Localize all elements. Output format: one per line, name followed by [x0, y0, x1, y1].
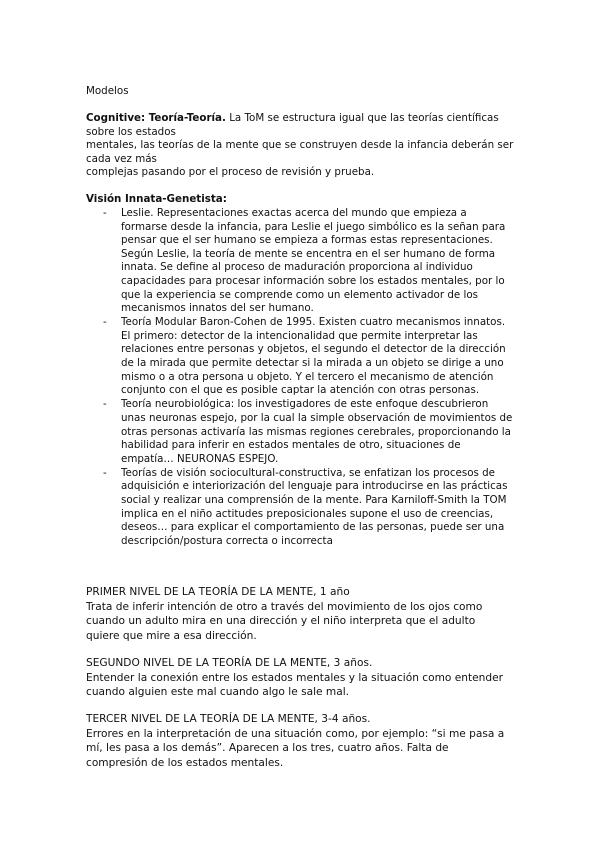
list-item	[86, 316, 516, 398]
level-heading: SEGUNDO NIVEL DE LA TEORÍA DE LA MENTE, 3 años.	[86, 657, 373, 669]
cognitive-text: La ToM se estructura igual que las teorías científicas sobre los estados	[86, 112, 499, 138]
level-text-line: Errores en la interpretación de una situación como, por ejemplo: “si me pasa a	[86, 727, 505, 740]
level-text-line: compresión de los estados mentales.	[86, 756, 284, 769]
level-two-section	[86, 656, 518, 700]
level-heading: TERCER NIVEL DE LA TEORÍA DE LA MENTE, 3-4 años.	[86, 713, 371, 725]
vision-heading: Visión Innata-Genetista:	[86, 193, 227, 205]
level-text-line: Entender la conexión entre los estados mentales y la situación como entender	[86, 671, 503, 684]
bullet-dash: -	[103, 207, 107, 219]
cognitive-paragraph-line: mentales, las teorías de la mente que se construyen desde la infancia deberán ser cada vez más	[86, 139, 514, 165]
level-text-line: Trata de inferir intención de otro a través del movimiento de los ojos como	[86, 600, 483, 613]
bullet-dash: -	[103, 316, 107, 329]
vision-list	[86, 207, 516, 549]
list-item	[86, 467, 516, 549]
list-item	[86, 207, 516, 316]
bullet-dash: -	[103, 466, 107, 479]
list-item-text: Teoría Modular Baron-Cohen de 1995. Existen cuatro mecanismos innatos. El primero: detector de la intencionalidad que permite interpretar las relaciones entre personas y objetos, el segundo el detector de la dirección de la mirada que permite detectar si la mirada a un objeto se dirige a uno mismo o a otra persona u objeto. Y el tercero el mecanismo de atención conjunto con el que es posible captar la atención con otras personas.	[121, 316, 506, 397]
cognitive-paragraph-line	[86, 112, 516, 139]
list-item-text: Leslie. Representaciones exactas acerca del mundo que empieza a formarse desde la infancia, para Leslie el juego simbólico es la señan para pensar que el ser humano se empieza a formas estas representaciones. Según Leslie, la teoría de mente se encentra en el ser humano de forma innata. Se define al proceso de maduración proporciona al individuo capacidades para procesar información sobre los estados mentales, por lo que la experiencia se comprende como un elemento activador de los mecanismos innatos del ser humano.	[121, 207, 506, 315]
level-one-section	[86, 585, 518, 643]
list-item-text: Teoría neurobiológica: los investigadores de este enfoque descubrieron unas neuronas espejo, por la cual la simple observación de movimientos de otras personas activaría las mismas regiones cerebrales, proporcionando la habilidad para inferir en estados mentales de otro, situaciones de empatía… NEURONAS ESPEJO.	[121, 398, 513, 465]
cognitive-section	[86, 112, 516, 180]
document-title: Modelos	[86, 85, 129, 97]
level-heading: PRIMER NIVEL DE LA TEORÍA DE LA MENTE, 1 año	[86, 586, 350, 598]
list-item-text: Teorías de visión sociocultural-constructiva, se enfatizan los procesos de adquisición e interiorización del lenguaje para introducirse en las prácticas social y realizar una comprensión de la mente. Para Karniloff-Smith la TOM implica en el niño actitudes preposicionales supone el uso de creencias, deseos… para explicar el comportamiento de las personas, puede ser una descripción/postura correcta o incorrecta	[121, 466, 508, 547]
level-text-line: cuando un adulto mira en una dirección y el niño interpreta que el adulto	[86, 615, 476, 628]
level-three-section	[86, 712, 518, 770]
level-text-line: cuando alguien este mal cuando algo le sale mal.	[86, 686, 350, 699]
level-text-line: quiere que mire a esa dirección.	[86, 629, 257, 642]
cognitive-paragraph-line: complejas pasando por el proceso de revisión y prueba.	[86, 166, 375, 179]
level-text-line: mí, les pasa a los demás”. Aparecen a los tres, cuatro años. Falta de	[86, 742, 449, 755]
bullet-dash: -	[103, 398, 107, 411]
list-item	[86, 398, 516, 466]
cognitive-heading: Cognitive: Teoría-Teoría.	[86, 112, 226, 124]
